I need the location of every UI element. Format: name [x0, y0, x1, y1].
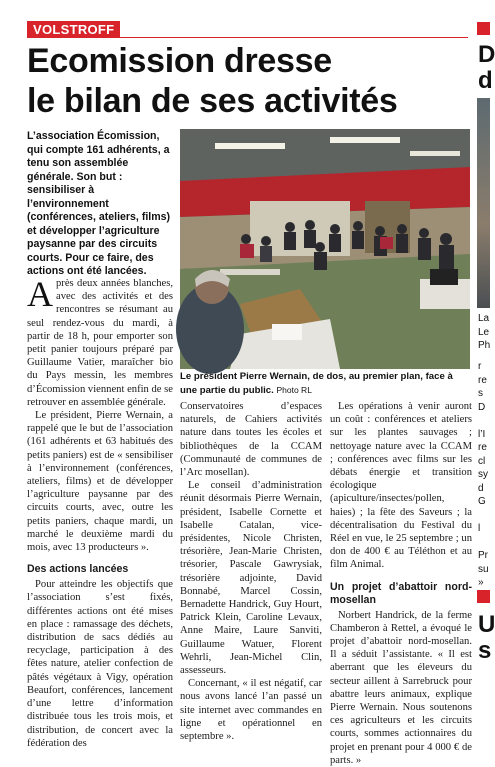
paragraph-intro-text: près deux années blanches, avec des activités et des rencontres se résumant au seul rendez-vous du mardi, à partir de 18 h, pour emporter son petit panier toujours préparé par Guillaume Vatier, maraîcher bio du Pays messin, les membres d’Écomission viennent enfin de se retrouver en assemblée générale. [27, 278, 173, 408]
article-column-2 [180, 400, 322, 743]
sidebar-red-marker-bottom [477, 590, 490, 603]
paragraph-finances: Concernant, « il est négatif, car nous avons lancé l’an passé un site internet avec commandes en ligne et opérationnel en septembre ». [180, 678, 322, 743]
sidebar-red-marker-top [477, 22, 490, 35]
paragraph-intro [27, 274, 173, 409]
photo-credit: Photo RL [276, 384, 312, 395]
paragraph-board: Le conseil d’administration réunit désormais Pierre Wernain, président, Isabelle Cornette et Isabelle Catalan, vice-présidentes, Nicole Christen, trésorière, Jean-Marie Christen, trésorier, Pascale Gawrysiak, trésorière adjointe, David Bonnabé, Marcel Cossin, Bernadette Handrick, Guy Hourt, Patrick Klein, Caroline Levaux, Anne Maire, Laure Sanviti, Guillaume Watuer, Florent Wehrli, Jean-Michel Clin, assesseurs. [180, 480, 322, 677]
article-column-3 [330, 400, 472, 767]
article-column-1 [27, 274, 173, 750]
paragraph-abattoir: Norbert Handrick, de la ferme Chamberon à Rettel, a évoqué le projet d’abattoir nord-mosellan. Il a séduit l’assistante. « Il est aberrant que les éleveurs du secteur aillent à Sarrebruck pour abattre leurs animaux, explique Pierre Wernain. Nous soutenons ces agriculteurs et les circuits courts, sommes actionnaires du projet en prenant pour 4 000 € de parts. » [330, 609, 472, 766]
headline-line-2: le bilan de ses activités [27, 82, 398, 120]
subhead-actions: Des actions lancées [27, 563, 129, 576]
sidebar-headline-top: D d [478, 41, 495, 94]
adjacent-article-strip [477, 0, 495, 702]
article-lead: L’association Écomission, qui compte 161 adhérents, a tenu son assemblée générale. Son but : sensibiliser à l’environnement (conférences, ateliers, films) et développer l’agriculture paysanne par des circuits courts. Pour ce faire, des actions ont été lancées. [27, 130, 171, 277]
headline-line-1: Ecomission dresse [27, 42, 332, 80]
drop-cap: A [27, 274, 53, 314]
sidebar-headline-bottom: U s [478, 611, 495, 664]
paragraph-actions: Pour atteindre les objectifs que l’association s’est fixés, différentes actions ont été mises en place : ramassage des déchets, distribution de sacs dédiés au recyclage, participation à des fêtes nature, atelier confection de pâtés végétaux à Vigy, opération Beaufort, conférences, lancement d’une lettre d’information distribuée tous les trois mois, et distribution, de concert avec la fédération des [27, 579, 173, 749]
sidebar-photo [477, 98, 490, 308]
article-photo [180, 129, 470, 369]
sidebar-body-text: r re s D l’I re cl sy d G l Pr su » [478, 361, 489, 588]
section-kicker: VOLSTROFF [27, 21, 120, 38]
section-rule [27, 37, 468, 38]
paragraph-president: Le président, Pierre Wernain, a rappelé que le but de l’association (161 adhérents et 63 habitués des petits paniers) est de « sensibiliser à l’environnement (conférences, ateliers, films) et de développer l’agriculture paysanne par des circuits courts, avec, outre les petits paniers, chaque mardi, un marché le deuxième mardi du mois, avec 13 producteurs ». [27, 410, 173, 554]
meeting-room-image [180, 129, 470, 369]
caption-text: Le président Pierre Wernain, de dos, au premier plan, face à une partie du public. [180, 371, 453, 396]
sidebar-caption: La Le Ph [478, 313, 491, 351]
headline [27, 41, 472, 121]
paragraph-upcoming: Les opérations à venir auront un coût : conférences et ateliers sur les plantes sauvages ; nettoyage nature avec la CCAM ; conférences avec films sur les débats énergie et transition écologique (apiculture/insectes/pollen, haies) ; la fête des Saveurs ; la décentralisation du Festival du Réel en vue, le 25 septembre ; un don de 400 € au Téléthon et au film Animal. [330, 401, 472, 571]
photo-caption [180, 371, 470, 397]
paragraph-conservatoires: Conservatoires d’espaces naturels, de Cahiers activités nature dans toutes les écoles et bibliothèques de la CCAM (Communauté de communes de l’Arc mosellan). [180, 401, 322, 479]
subhead-abattoir: Un projet d’abattoir nord-mosellan [330, 580, 472, 606]
